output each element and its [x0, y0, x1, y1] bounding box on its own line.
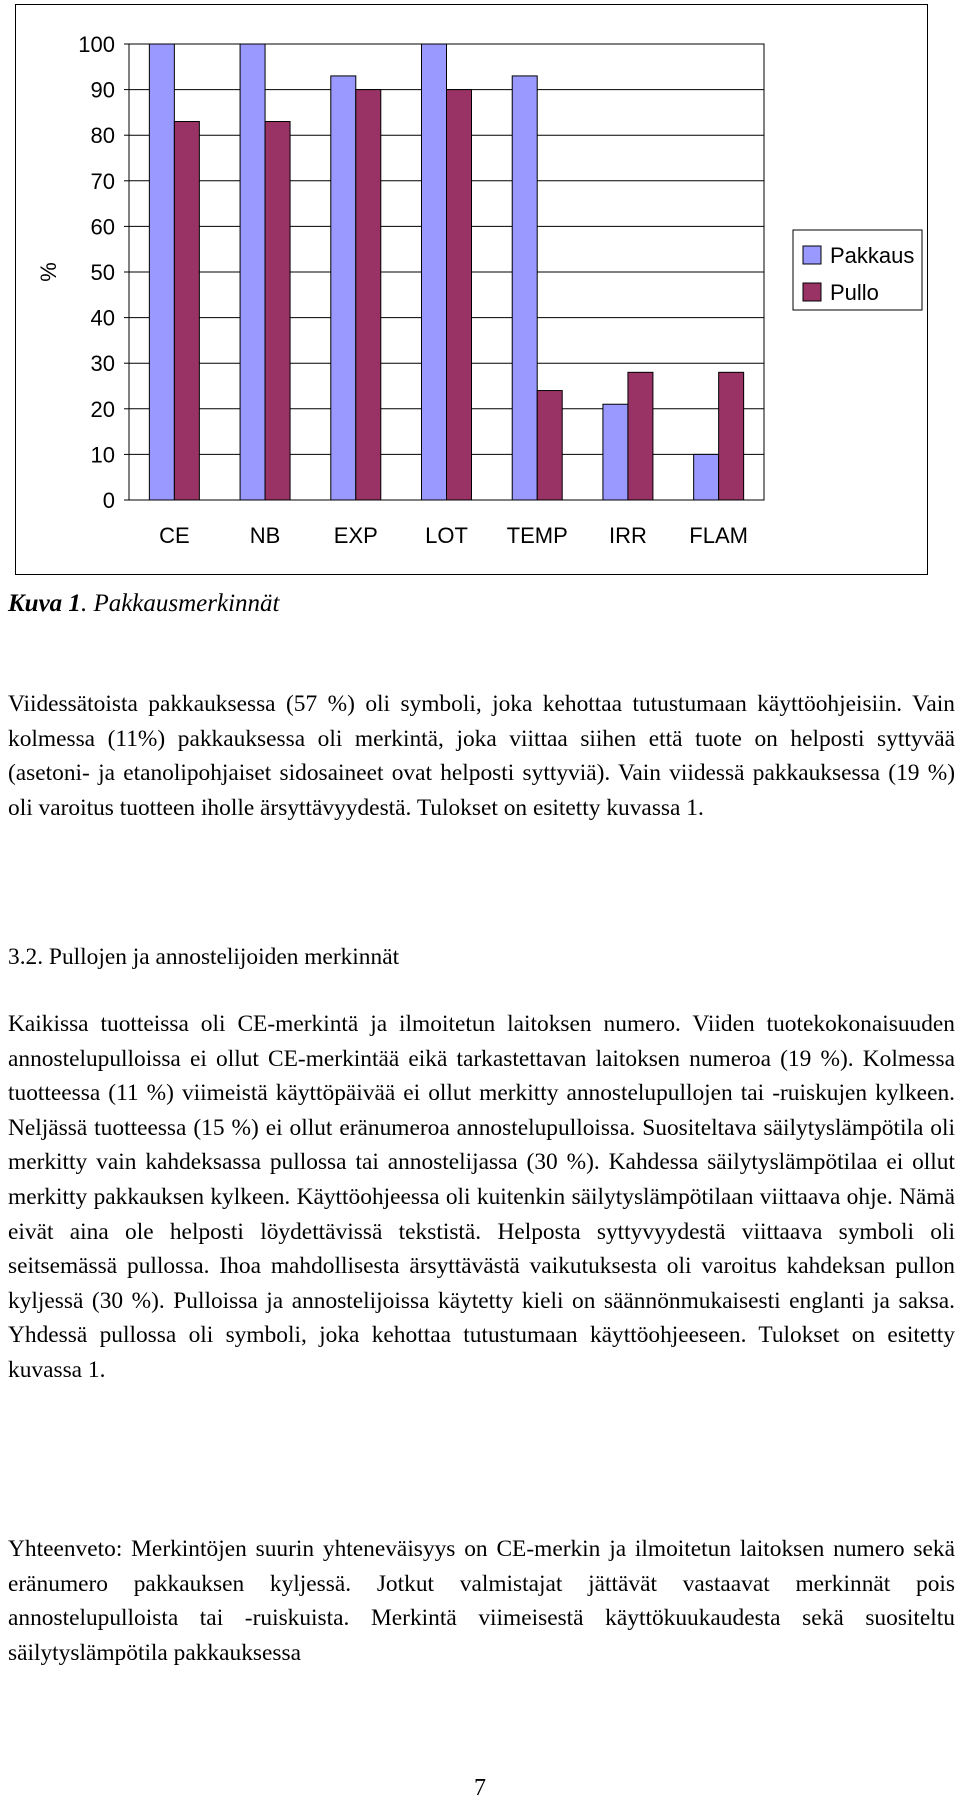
bar-pullo	[628, 372, 653, 500]
bar-pullo	[174, 122, 199, 500]
y-axis-label: %	[36, 262, 61, 282]
x-tick-label: CE	[159, 523, 190, 548]
legend-swatch	[803, 283, 821, 301]
bar-chart	[16, 5, 929, 576]
bar-pullo	[265, 122, 290, 500]
y-tick-label: 10	[90, 442, 115, 468]
caption-label: Kuva 1	[8, 590, 81, 617]
bar-pakkaus	[694, 454, 719, 500]
y-tick-label: 0	[102, 488, 115, 513]
x-tick-label: TEMP	[506, 523, 568, 548]
y-tick-label: 80	[90, 123, 115, 149]
x-tick-label: LOT	[425, 523, 468, 548]
y-tick-label: 50	[90, 260, 115, 285]
x-tick-label: FLAM	[689, 523, 748, 548]
bar-pakkaus	[240, 44, 265, 500]
bar-pullo	[356, 90, 381, 500]
legend-label: Pakkaus	[830, 243, 915, 268]
bar-pakkaus	[512, 76, 537, 500]
caption-text: . Pakkausmerkinnät	[80, 590, 280, 617]
y-tick-label: 40	[90, 305, 115, 331]
section-heading: 3.2. Pullojen ja annostelijoiden merkinnät	[8, 944, 400, 970]
bar-pakkaus	[422, 44, 447, 500]
bar-pullo	[447, 90, 472, 500]
y-tick-label: 60	[90, 214, 115, 240]
bar-pakkaus	[331, 76, 356, 500]
bar-pakkaus	[149, 44, 174, 500]
bar-pakkaus	[603, 404, 628, 500]
paragraph-3: Yhteenveto: Merkintöjen suurin yhteneväisyys on CE-merkin ja ilmoitetun laitoksen numero sekä eränumero pakkauksen kyljessä. Jotkut valmistajat jättävät vastaavat merkinnät pois annostelupulloista tai -ruiskuista. Merkintä viimeisestä käyttökuukaudesta sekä suositeltu säilytyslämpötila pakkauksessa	[8, 1536, 955, 1666]
paragraph-2: Kaikissa tuotteissa oli CE-merkintä ja ilmoitetun laitoksen numero. Viiden tuotekokonaisuuden annostelupulloissa ei ollut CE-merkintää eikä tarkastettavan laitoksen numeroa (19 %). Kolmessa tuotteessa (11 %) viimeistä käyttöpäivää ei ollut merkitty annostelupullojen tai -ruiskujen kylkeen. Neljässä tuotteessa (15 %) ei ollut eränumeroa annostelupulloissa. Suositeltava säilytyslämpötila oli merkitty vain kahdeksassa pullossa tai annostelijassa (30 %). Kahdessa säilytyslämpötilaa ei ollut merkitty pakkauksen kylkeen. Käyttöohjeessa oli kuitenkin säilytyslämpötilaan viittaava ohje. Nämä eivät aina ole helposti löydettävissä tekstistä. Helposta syttyvyydestä viittaava symboli oli seitsemässä pullossa. Ihoa mahdollisesta ärsyttävästä vaikutuksesta oli varoitus kahdeksan pullon kyljessä (30 %). Pulloissa ja annostelijoissa käytetty kieli on säännönmukaisesti englanti ja saksa. Yhdessä pullossa oli symboli, joka kehottaa tutustumaan käyttöohjeeseen. Tulokset on esitetty kuvassa 1.	[8, 1011, 955, 1383]
paragraph-1: Viidessätoista pakkauksessa (57 %) oli symboli, joka kehottaa tutustumaan käyttöohjeisiin. Vain kolmessa (11%) pakkauksessa oli merkintä, joka viittaa siihen että tuote on helposti syttyvää (asetoni- ja etanolipohjaiset sidosaineet ovat helposti syttyviä). Vain viidessä pakkauksessa (19 %) oli varoitus tuotteen iholle ärsyttävyydestä. Tulokset on esitetty kuvassa 1.	[8, 691, 955, 821]
legend-swatch	[803, 246, 821, 264]
bar-pullo	[537, 391, 562, 500]
y-tick-label: 100	[78, 32, 115, 57]
y-tick-label: 30	[90, 351, 115, 377]
y-tick-label: 20	[90, 396, 115, 422]
chart-frame	[15, 4, 928, 575]
figure-caption	[8, 590, 280, 618]
page-number: 7	[474, 1775, 486, 1801]
x-tick-label: NB	[249, 523, 281, 548]
legend-label: Pullo	[830, 280, 879, 305]
x-tick-label: EXP	[333, 523, 378, 548]
y-tick-label: 90	[90, 77, 115, 103]
x-tick-label: IRR	[608, 523, 647, 548]
bar-pullo	[719, 372, 744, 500]
y-tick-label: 70	[90, 168, 115, 194]
